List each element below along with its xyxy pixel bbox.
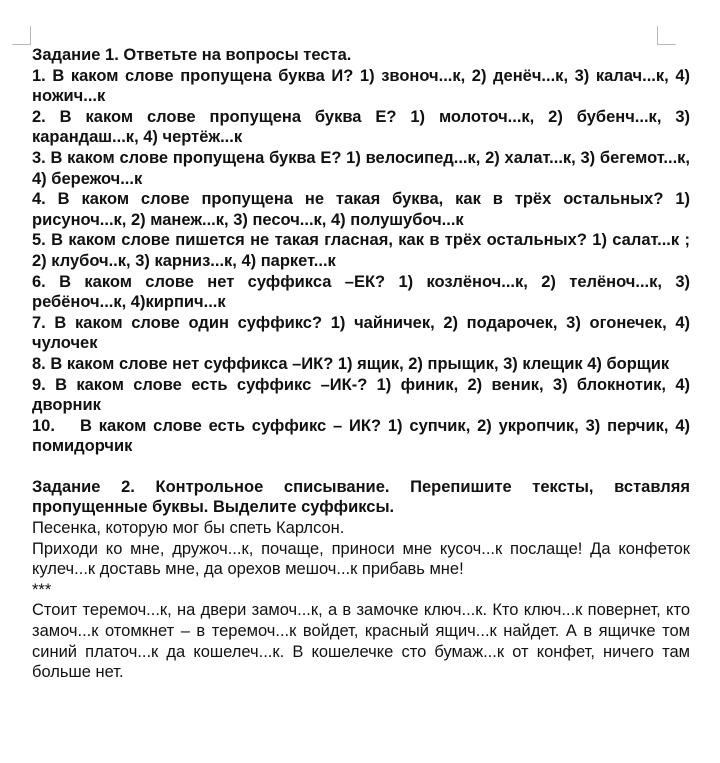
page-corner-mark-right [657, 26, 676, 45]
song-title: Песенка, которую мог бы спеть Карлсон. [32, 519, 345, 538]
section-spacer [32, 457, 690, 477]
question-7: 7. В каком слове один суффикс? 1) чайничек, 2) подарочек, 3) огонечек, 4) чулочек [32, 313, 690, 353]
question-4: 4. В каком слове пропущена не такая буква, как в трёх остальных? 1) рисуноч...к, 2) манеж...к, 3) песоч...к, 4) полушубоч...к [32, 190, 690, 229]
tale-text: Стоит теремоч...к, на двери замоч...к, а в замочке ключ...к. Кто ключ...к повернет, кто замоч...к отомкнет – в теремоч...к войдет, красный ящич...к найдет. А в ящичке том синий платоч...к да кошелеч...к. В кошелечке сто бумаж...к от конфет, ничего там больше нет. [32, 601, 690, 682]
song-text: Приходи ко мне, дружоч...к, почаще, приноси мне кусоч...к послаще! Да конфеток кулеч...к доставь мне, да орехов мешоч...к прибавь мне! [32, 539, 690, 579]
text-separator: *** [32, 580, 52, 599]
question-3: 3. В каком слове пропущена буква Е? 1) велосипед...к, 2) халат...к, 3) бегемот...к, 4) бережоч...к [32, 148, 690, 188]
question-10-number: 10. [32, 416, 55, 435]
task2-heading: Задание 2. Контрольное списывание. Перепишите тексты, вставляя пропущенные буквы. Выделите суффиксы. [32, 477, 690, 517]
question-6: 6. В каком слове нет суффикса –ЕК? 1) козлёноч...к, 2) телёноч...к, 3) ребёноч...к, 4)кирпич...к [32, 272, 690, 312]
question-10 [32, 416, 690, 457]
document-page [32, 45, 690, 683]
question-5: 5. В каком слове пишется не такая гласная, как в трёх остальных? 1) салат...к ; 2) клубоч..к, 3) карниз...к, 4) паркет...к [32, 231, 690, 270]
question-9: 9. В каком слове есть суффикс –ИК-? 1) финик, 2) веник, 3) блокнотик, 4) дворник [32, 375, 690, 415]
question-2: 2. В каком слове пропущена буква Е? 1) молоточ...к, 2) бубенч...к, 3) карандаш...к, 4) чертёж...к [32, 107, 690, 147]
page-corner-mark-left [12, 26, 31, 45]
task1-heading: Задание 1. Ответьте на вопросы теста. [32, 46, 352, 64]
question-1: 1. В каком слове пропущена буква И? 1) звоноч...к, 2) денёч...к, 3) калач...к, 4) ножич...к [32, 66, 690, 106]
question-8: 8. В каком слове нет суффикса –ИК? 1) ящик, 2) прыщик, 3) клещик 4) борщик [32, 354, 670, 373]
question-10-text: В каком слове есть суффикс – ИК? 1) супчик, 2) укропчик, 3) перчик, 4) помидорчик [32, 416, 690, 456]
